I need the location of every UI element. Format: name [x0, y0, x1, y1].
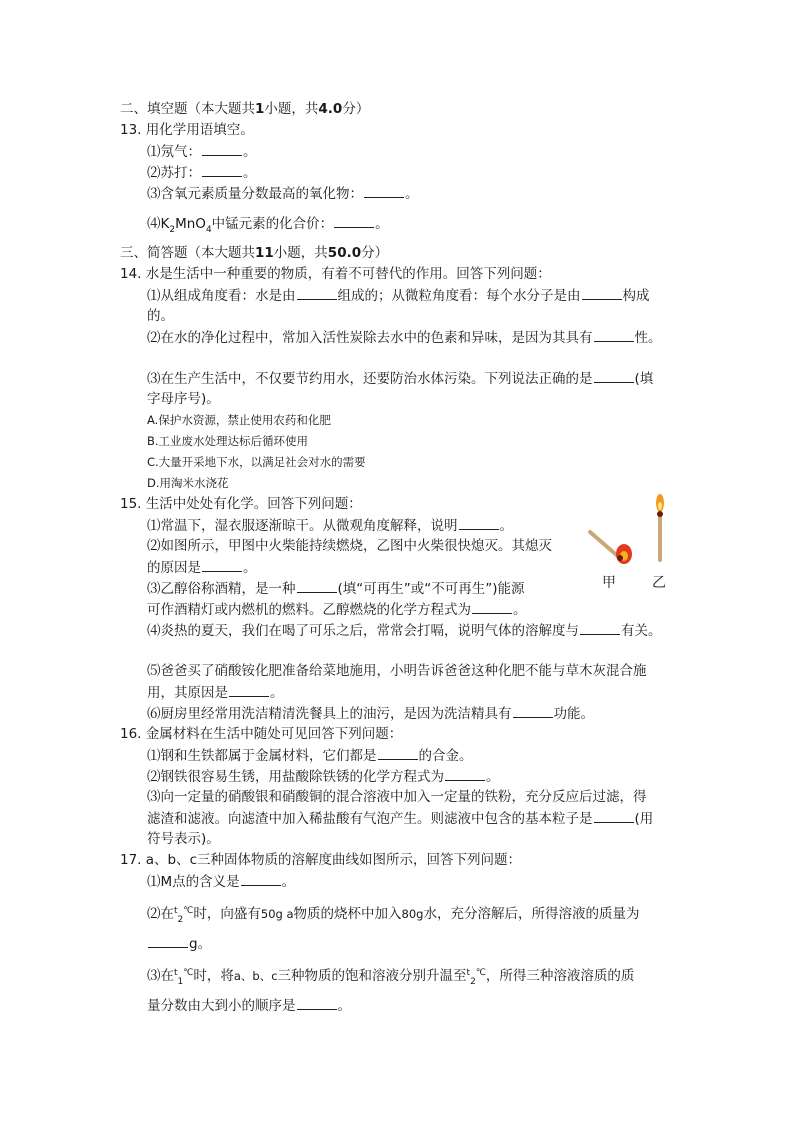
- question-14-stem: 14. 水是生活中一种重要的物质，有着不可替代的作用。回答下列问题：: [120, 266, 551, 282]
- question-15-part-2-cont: 的原因是 。: [147, 560, 257, 576]
- match-figure: [582, 494, 678, 590]
- answer-blank[interactable]: [445, 768, 485, 781]
- question-17-part-3-cont: 量分数由大到小的顺序是 。: [147, 998, 351, 1014]
- answer-blank[interactable]: [241, 873, 281, 886]
- question-14-part-2: ⑵在水的净化过程中，常加入活性炭除去水中的色素和异味，是因为其具有 性。: [147, 330, 662, 346]
- question-14-part-3: ⑶在生产生活中，不仅要节约用水，还要防治水体污染。下列说法正确的是 (填: [147, 371, 654, 387]
- answer-blank[interactable]: [580, 622, 620, 635]
- question-15-part-2: ⑵如图所示，甲图中火柴能持续燃烧，乙图中火柴很快熄灭。其熄灭: [147, 538, 552, 554]
- option-a: A.保护水资源，禁止使用农药和化肥: [147, 413, 331, 427]
- match-illustration: [582, 494, 678, 574]
- answer-blank[interactable]: [594, 810, 634, 823]
- question-14-part-3-cont: 字母序号)。: [147, 391, 220, 407]
- question-15-part-1: ⑴常温下，湿衣服逐渐晾干。从微观角度解释，说明 。: [147, 518, 513, 534]
- question-16-stem: 16. 金属材料在生活中随处可见回答下列问题：: [120, 726, 403, 742]
- question-13-part-2: ⑵苏打： 。: [147, 165, 257, 181]
- question-17-part-2-cont: g。: [147, 935, 211, 952]
- answer-blank[interactable]: [297, 287, 337, 300]
- question-15-part-4: ⑷炎热的夏天，我们在喝了可乐之后，常常会打嗝，说明气体的溶解度与 有关。: [147, 623, 662, 639]
- question-17-part-2: ⑵在$^t_2$℃时，向盛有50g a物质的烧杯中加入80g水，充分溶解后，所得溶液的质量为: [147, 906, 640, 925]
- question-16-part-1: ⑴钢和生铁都属于金属材料，它们都是 的合金。: [147, 748, 473, 764]
- question-15-stem: 15. 生活中处处有化学。回答下列问题：: [120, 496, 362, 512]
- question-16-part-3: ⑶向一定量的硝酸银和硝酸铜的混合溶液中加入一定量的铁粉，充分反应后过滤，得: [147, 789, 647, 805]
- question-13-part-4: $⑷K_2MnO_4$中锰元素的化合价： 。: [147, 216, 389, 235]
- question-15-part-5-cont: 用，其原因是 。: [147, 685, 284, 701]
- answer-blank[interactable]: [202, 164, 242, 177]
- figure-label-yi: 乙: [652, 575, 666, 591]
- question-15-part-3: ⑶乙醇俗称酒精，是一种 (填“可再生”或“不可再生”)能源: [147, 581, 525, 597]
- question-16-part-3-cont2: 符号表示)。: [147, 831, 220, 847]
- section-heading-fill-in: 二、填空题（本大题共1小题，共4.0分）: [120, 101, 370, 117]
- match-stick-jia: [590, 532, 620, 558]
- question-17-part-3: ⑶在$^t_1$℃时，将a、b、c三种物质的饱和溶液分别升温至$^t_2$℃，所得三种溶液溶质的质: [147, 968, 635, 987]
- flame-core-yi: [658, 502, 662, 510]
- answer-blank[interactable]: [334, 215, 374, 228]
- question-13-part-1: ⑴氖气： 。: [147, 144, 257, 160]
- answer-blank[interactable]: [378, 747, 418, 760]
- question-16-part-3-cont: 滤渣和滤液。向滤渣中加入稀盐酸有气泡产生。则滤液中包含的基本粒子是 (用: [147, 811, 654, 827]
- figure-label-jia: 甲: [602, 575, 616, 591]
- answer-blank[interactable]: [594, 329, 634, 342]
- option-d: D.用淘米水浇花: [147, 476, 229, 490]
- answer-blank[interactable]: [297, 997, 337, 1010]
- answer-blank[interactable]: [229, 684, 269, 697]
- question-15-part-6: ⑹厨房里经常用洗洁精清洗餐具上的油污，是因为洗洁精具有 功能。: [147, 706, 594, 722]
- question-13-part-3: ⑶含氧元素质量分数最高的氧化物： 。: [147, 186, 419, 202]
- answer-blank[interactable]: [594, 370, 634, 383]
- question-14-part-1: ⑴从组成角度看：水是由 组成的；从微粒角度看：每个水分子是由 构成: [147, 288, 650, 304]
- option-b: B.工业废水处理达标后循环使用: [147, 434, 309, 448]
- answer-blank[interactable]: [459, 517, 499, 530]
- answer-blank[interactable]: [148, 935, 188, 948]
- question-17-part-1: ⑴M点的含义是 。: [147, 874, 296, 890]
- question-15-part-5: ⑸爸爸买了硝酸铵化肥准备给菜地施用，小明告诉爸爸这种化肥不能与草木灰混合施: [147, 663, 647, 679]
- question-13-stem: 13. 用化学用语填空。: [120, 122, 254, 138]
- question-14-part-1-cont: 的。: [147, 308, 174, 324]
- question-17-stem: 17. a、b、c三种固体物质的溶解度曲线如图所示，回答下列问题：: [120, 852, 522, 868]
- answer-blank[interactable]: [202, 143, 242, 156]
- answer-blank[interactable]: [513, 705, 553, 718]
- question-16-part-2: ⑵钢铁很容易生锈，用盐酸除铁锈的化学方程式为 。: [147, 769, 500, 785]
- answer-blank[interactable]: [202, 559, 242, 572]
- answer-blank[interactable]: [297, 580, 337, 593]
- section-heading-short-answer: 三、简答题（本大题共11小题，共50.0分）: [120, 245, 389, 261]
- question-15-part-3-cont: 可作酒精灯或内燃机的燃料。乙醇燃烧的化学方程式为 。: [147, 602, 527, 618]
- match-head-jia: [617, 555, 623, 561]
- answer-blank[interactable]: [364, 185, 404, 198]
- option-c: C.大量开采地下水，以满足社会对水的需要: [147, 455, 366, 469]
- answer-blank[interactable]: [582, 287, 622, 300]
- match-head-yi: [657, 511, 663, 517]
- answer-blank[interactable]: [472, 601, 512, 614]
